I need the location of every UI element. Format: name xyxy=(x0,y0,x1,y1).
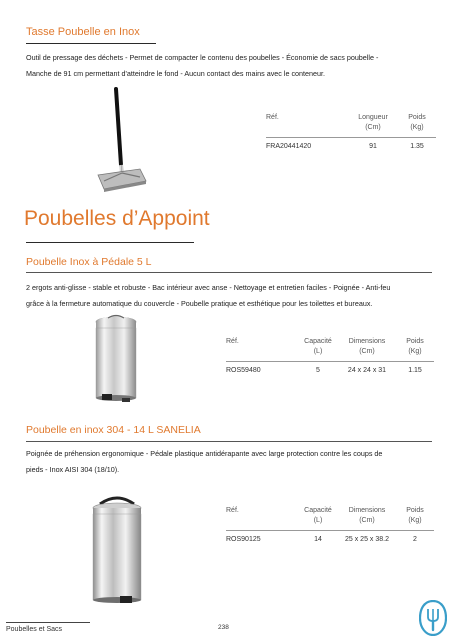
description-line: Outil de pressage des déchets - Permet de compacter le contenu des poubelles - Économie de sacs poubelle - xyxy=(26,53,379,62)
header-poids-unit: (Kg) xyxy=(408,517,422,524)
cell-ref: ROS59480 xyxy=(226,367,261,374)
footer-section-label: Poubelles et Sacs xyxy=(6,626,63,633)
fork-logo-icon xyxy=(419,600,447,636)
header-longueur xyxy=(350,113,396,133)
header-longueur-label: Longueur xyxy=(358,114,388,121)
header-poids-label: Poids xyxy=(408,114,426,121)
header-poids-label: Poids xyxy=(406,338,424,345)
table-divider xyxy=(266,137,436,138)
header-capacite-unit: (L) xyxy=(313,348,323,355)
description-line: Manche de 91 cm permettant d'atteindre le fond - Aucun contact des mains avec le conteneur. xyxy=(26,69,326,78)
cell-dimensions: 25 x 25 x 38.2 xyxy=(345,536,389,543)
description-line: grâce à la fermeture automatique du couvercle - Poubelle pratique et esthétique pour les toilettes et bureaux. xyxy=(26,299,373,308)
header-poids xyxy=(398,337,432,357)
header-dimensions-unit: (Cm) xyxy=(359,348,375,355)
header-dimensions-unit: (Cm) xyxy=(359,517,375,524)
cell-ref: FRA20441420 xyxy=(266,143,312,150)
product-image-poubelle-5l xyxy=(86,310,146,410)
section-title-pedale: Poubelle Inox à Pédale 5 L xyxy=(26,256,152,268)
header-ref: Réf. xyxy=(226,338,239,345)
spec-table-poubelle-5l xyxy=(226,337,434,382)
cell-longueur: 91 xyxy=(369,143,377,150)
header-poids-unit: (Kg) xyxy=(408,348,422,355)
description-line: Poignée de préhension ergonomique - Pédale plastique antidérapante avec large protection contre les coups de xyxy=(26,449,383,458)
section-title-underline xyxy=(26,441,432,442)
header-dimensions xyxy=(342,337,392,357)
section-title-sanelia: Poubelle en inox 304 - 14 L SANELIA xyxy=(26,424,201,436)
header-capacite-label: Capacité xyxy=(304,507,332,514)
section-title-underline xyxy=(26,272,432,273)
header-dimensions xyxy=(342,506,392,526)
header-dimensions-label: Dimensions xyxy=(348,507,386,514)
product-image-poubelle-14l xyxy=(82,490,152,612)
header-poids xyxy=(398,506,432,526)
cell-poids: 1.35 xyxy=(410,143,424,150)
header-capacite xyxy=(298,337,338,357)
header-capacite xyxy=(298,506,338,526)
section-title-tasse: Tasse Poubelle en Inox xyxy=(26,26,140,38)
header-capacite-label: Capacité xyxy=(304,338,332,345)
header-poids xyxy=(400,113,434,133)
header-ref: Réf. xyxy=(226,507,239,514)
product-image-tasse xyxy=(70,85,160,193)
cell-poids: 2 xyxy=(413,536,417,543)
header-poids-unit: (Kg) xyxy=(410,124,424,131)
spec-table-poubelle-14l xyxy=(226,506,434,551)
footer-rule xyxy=(6,622,90,623)
header-capacite-unit: (L) xyxy=(313,517,323,524)
description-line: 2 ergots anti-glisse - stable et robuste - Bac intérieur avec anse - Nettoyage et entretien faciles - Poignée - Anti-feu xyxy=(26,283,391,292)
cell-dimensions: 24 x 24 x 31 xyxy=(347,367,387,374)
cell-capacite: 5 xyxy=(316,367,320,374)
header-ref: Réf. xyxy=(266,114,279,121)
description-line: pieds - Inox AISI 304 (18/10). xyxy=(26,465,120,474)
header-dimensions-label: Dimensions xyxy=(348,338,386,345)
cell-ref: ROS90125 xyxy=(226,536,261,543)
header-poids-label: Poids xyxy=(406,507,424,514)
page-number: 238 xyxy=(218,624,229,631)
section-title-underline xyxy=(26,43,156,44)
cell-capacite: 14 xyxy=(314,536,322,543)
table-divider xyxy=(226,530,434,531)
table-divider xyxy=(226,361,434,362)
cell-poids: 1.15 xyxy=(408,367,422,374)
page-heading-underline xyxy=(26,242,194,243)
spec-table-tasse xyxy=(266,113,436,158)
page-heading: Poubelles d’Appoint xyxy=(24,207,210,230)
header-longueur-unit: (Cm) xyxy=(365,124,381,131)
